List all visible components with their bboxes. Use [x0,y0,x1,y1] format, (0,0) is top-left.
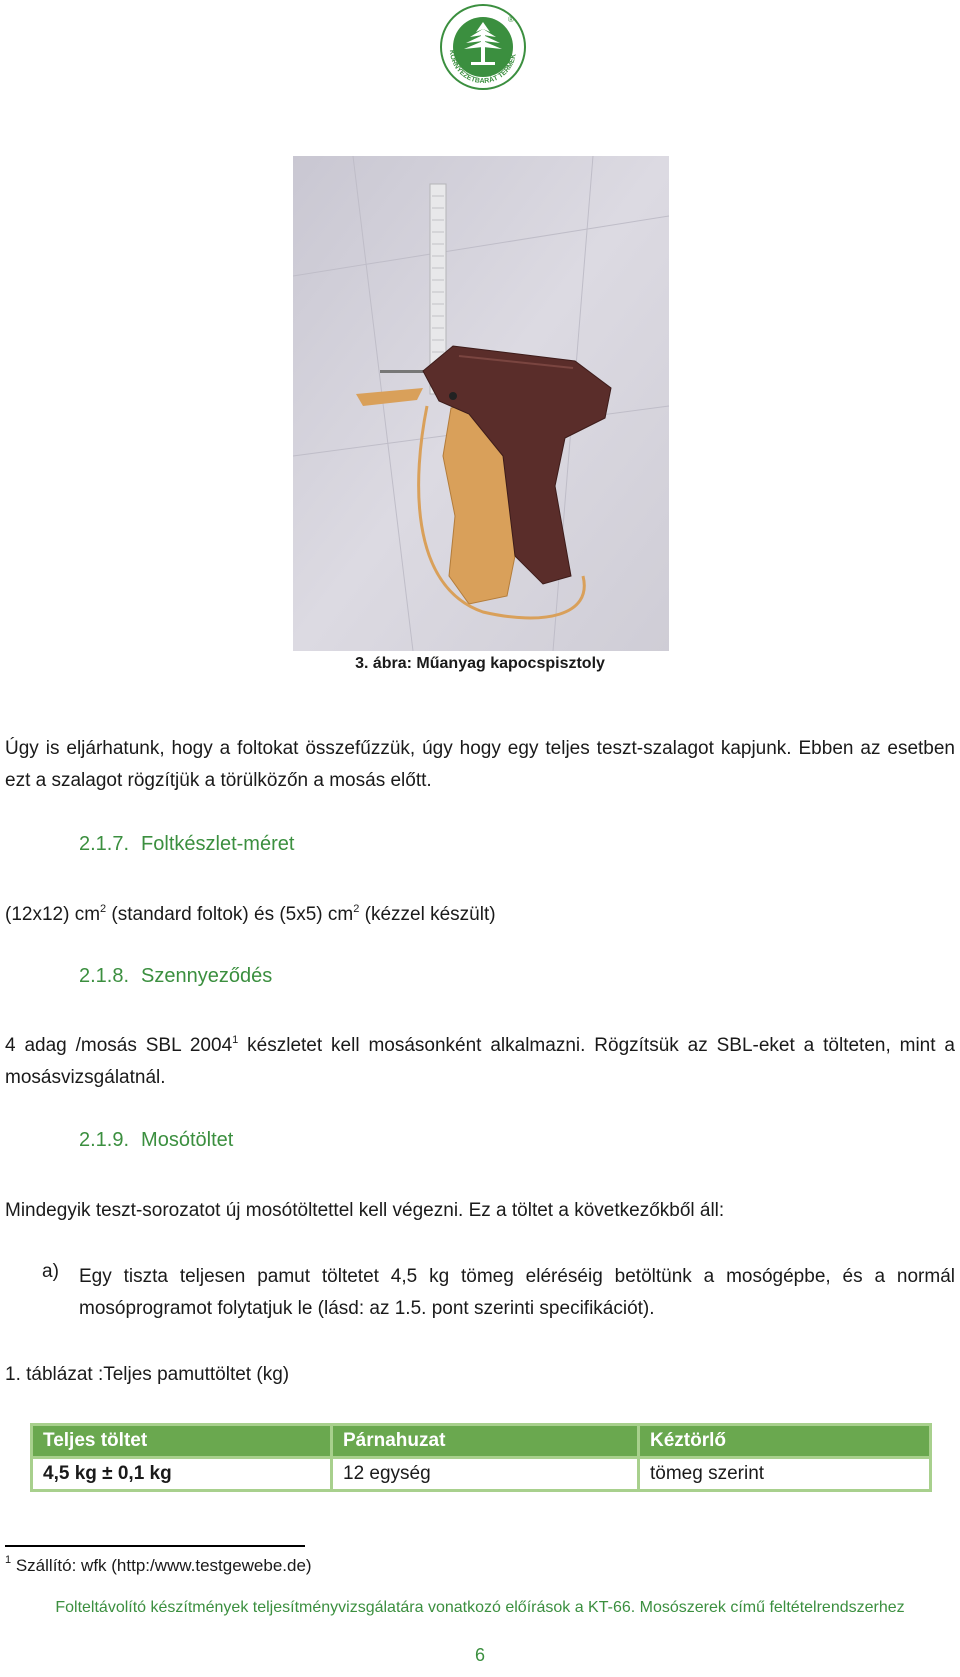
footnote-text: Szállító: wfk (http:/www.testgewebe.de) [11,1556,312,1575]
superscript: 2 [353,903,360,915]
section-title: Szennyeződés [141,965,273,987]
size-text: (12x12) cm [5,904,101,925]
superscript: 2 [100,903,107,915]
cotton-load-table [30,1423,932,1492]
table-header-row [32,1425,931,1458]
table-header-cell: Kéztörlő [639,1425,931,1458]
soil-text: 4 adag /mosás SBL 2004 [5,1035,233,1056]
tagging-gun-photo [293,156,669,651]
table-cell: 12 egység [332,1458,639,1491]
eco-label-logo [438,2,528,92]
table-header-cell: Párnahuzat [332,1425,639,1458]
list-item-text: Egy tiszta teljesen pamut töltetet 4,5 kg tömeg eléréséig betöltünk a mosógépbe, és a normál mosóprogramot folytatjuk le (lásd: az 1.5. pont szerinti specifikációt). [79,1266,955,1319]
logo-text: KÖRNYEZETBARÁT TERMÉK [447,49,518,86]
section-title: Foltkészlet-méret [141,833,295,855]
figure-caption: 3. ábra: Műanyag kapocspisztoly [355,655,605,672]
soil-text: készletet kell mosásonként alkalmazni. Rögzítsük az SBL-eket a tölteten, mint a mosásvizsgálatnál. [5,1035,955,1088]
table-cell: 4,5 kg ± 0,1 kg [32,1458,332,1491]
list-item-label: a) [42,1261,59,1282]
section-number: 2.1.7. [79,833,130,855]
footnote-ref: 1 [232,1034,239,1046]
table-row [32,1458,931,1491]
footnote-mark: 1 [5,1554,12,1566]
section-number: 2.1.9. [79,1129,130,1151]
section-title: Mosótöltet [141,1129,234,1151]
registered-mark: ® [508,15,514,24]
stain-size-line [5,899,955,931]
footnote [5,1556,312,1576]
section-heading-2-1-9 [79,1129,233,1152]
table-header-cell: Teljes töltet [32,1425,332,1458]
section-heading-2-1-8 [79,965,272,988]
footnote-divider [5,1545,305,1547]
section-number: 2.1.8. [79,965,130,987]
size-text: (kézzel készült) [359,904,496,925]
section-heading-2-1-7 [79,833,294,856]
table-title: 1. táblázat :Teljes pamuttöltet (kg) [5,1364,290,1385]
table-cell: tömeg szerint [639,1458,931,1491]
page-number: 6 [474,1645,485,1665]
load-paragraph: Mindegyik teszt-sorozatot új mosótöltettel kell végezni. Ez a töltet a következőkből áll: [5,1200,725,1221]
page-footer: Folteltávolító készítmények teljesítményvizsgálatára vonatkozó előírások a KT-66. Mosószerek című feltételrendszerhez [55,1599,905,1616]
paragraph-intro: Úgy is eljárhatunk, hogy a foltokat összefűzzük, úgy hogy egy teljes teszt-szalagot kapjunk. Ebben az esetben ezt a szalagot rögzítjük a törülközőn a mosás előtt. [5,738,955,791]
soil-paragraph [5,1030,955,1094]
size-text: (standard foltok) és (5x5) cm [106,904,354,925]
